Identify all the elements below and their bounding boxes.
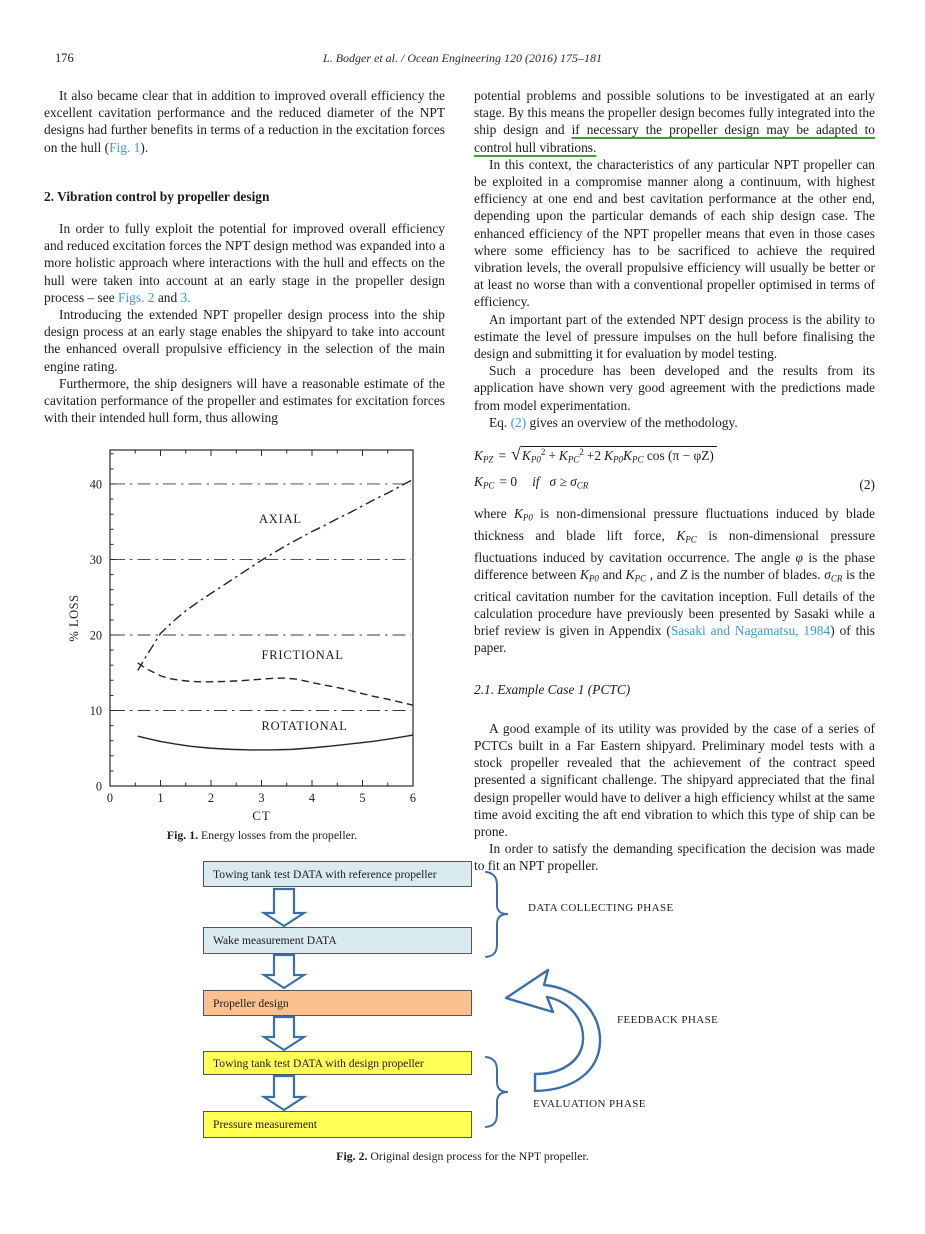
phase-label-evaluation: EVALUATION PHASE — [533, 1098, 646, 1110]
page-number: 176 — [55, 51, 74, 65]
svg-text:CT: CT — [252, 808, 271, 823]
phase-label-feedback: FEEDBACK PHASE — [617, 1014, 719, 1026]
svg-text:3: 3 — [258, 791, 265, 805]
fig3-reference-link[interactable]: 3. — [180, 289, 191, 305]
feedback-curved-arrow-icon — [506, 970, 600, 1091]
svg-text:0: 0 — [106, 791, 114, 805]
eq2-reference-link[interactable]: (2) — [510, 414, 527, 430]
fig2-flow-shapes — [0, 855, 925, 1155]
green-underlined-text: if necessary the propeller design may be adapted to control hull vibrations. — [474, 122, 875, 155]
right-column — [474, 87, 875, 875]
section-heading-2: 2. Vibration control by propeller design — [44, 188, 270, 204]
svg-text:FRICTIONAL: FRICTIONAL — [261, 648, 344, 663]
phase-label-data-collecting: DATA COLLECTING PHASE — [528, 902, 674, 914]
radical-sign: √ — [511, 444, 521, 465]
fig2-reference-link[interactable]: Figs. 2 — [118, 289, 155, 305]
paragraph: In order to fully exploit the potential for improved overall efficiency and reduced excitation forces the NPT design method was expanded into a more holistic approach where interactions with the hull and effects on the hull were taken into account at an early stage in the propeller design process – see Figs. 2 and 3. — [44, 221, 445, 305]
svg-text:2: 2 — [207, 791, 215, 805]
citation-link[interactable]: Sasaki and Nagamatsu, 1984 — [670, 623, 831, 639]
fig1-reference-link[interactable]: Fig. 1 — [109, 139, 141, 155]
paragraph: In order to satisfy the demanding specification the decision was made to fit an NPT propeller. — [474, 841, 875, 874]
svg-text:ROTATIONAL: ROTATIONAL — [261, 719, 348, 734]
running-head: L. Bodger et al. / Ocean Engineering 120 (2016) 175–181 — [323, 51, 602, 65]
paragraph: A good example of its utility was provided by the case of a series of PCTCs built in a Far Eastern shipyard. Preliminary model tests with a stock propeller revealed that the achievement of the contract speed presented a significant challenge. The shipyard appreciated that the final design propeller would have to deliver a high efficiency whilst at the same time avoid exciting the aft end vibration to which this type of ship can be prone. — [474, 720, 875, 840]
subsection-heading-2-1: 2.1. Example Case 1 (PCTC) — [474, 681, 631, 697]
svg-text:6: 6 — [409, 791, 417, 805]
svg-text:0: 0 — [95, 779, 102, 794]
flow-box-pressure-measurement: Pressure measurement — [203, 1111, 472, 1138]
equation-line-2: $K_{PC} = 0$ if $\sigma \ge \sigma_{CR}$ (2) — [474, 473, 875, 493]
paragraph: Introducing the extended NPT propeller design process into the ship design process at an early stage enables the shipyard to take into account the enhanced overall propulsive efficiency in the selection of the main engine rating. — [44, 307, 445, 374]
brace-bracket-evaluation — [486, 1057, 508, 1127]
svg-text:40: 40 — [89, 477, 102, 492]
flow-box-propeller-design: Propeller design — [203, 990, 472, 1016]
paragraph: potential problems and possible solutions to be investigated at an early stage. By this means the propeller design becomes fully integrated into the ship design and if necessary the propeller design may be adapted to control hull vibrations. — [474, 88, 875, 155]
brace-bracket-data-collecting — [486, 872, 508, 957]
left-column — [44, 87, 445, 426]
svg-text:4: 4 — [308, 791, 316, 805]
flow-box-wake-measurement: Wake measurement DATA — [203, 927, 472, 954]
paragraph: Such a procedure has been developed and the results from its application have shown very good agreement with the predictions made from model experimentation. — [474, 363, 875, 413]
equation-line-1: $K_{PZ} = √K_{P0}^2 + K_{PC}^2 +2$ $K_{P0}K_{PC}$ cos (π − φZ) — [474, 444, 875, 469]
svg-text:20: 20 — [89, 628, 102, 643]
svg-text:10: 10 — [89, 703, 102, 718]
svg-text:30: 30 — [89, 552, 102, 567]
equation-number: (2) — [859, 477, 875, 493]
svg-text:% LOSS: % LOSS — [67, 594, 81, 642]
svg-text:AXIAL: AXIAL — [258, 512, 302, 527]
flow-box-towing-tank-reference: Towing tank test DATA with reference propeller — [203, 861, 472, 887]
flow-box-towing-tank-design: Towing tank test DATA with design propeller — [203, 1051, 472, 1075]
paragraph: An important part of the extended NPT design process is the ability to estimate the level of pressure impulses on the hull before finalising the design and submitting it for evaluation by model testing. — [474, 311, 875, 362]
paragraph: Eq. (2) gives an overview of the methodology. — [489, 414, 738, 430]
paragraph: In this context, the characteristics of any particular NPT propeller can be exploited in a compromise manner along a continuum, with highest efficiency at one end and best cavitation performance at the other end, depending upon the particular demands of each ship design case. The enhanced efficiency of the NPT propeller means that even in those cases where some efficiency has to be sacrificed to achieve the required vibration levels, the overall propulsive efficiency will usually be better or at least no worse than with a conventional propeller optimised in terms of efficiency. — [474, 156, 875, 310]
down-arrow-icon — [264, 1017, 304, 1050]
fig1-chart-svg — [44, 444, 444, 836]
down-arrow-icon — [264, 1076, 304, 1110]
equation-2 — [474, 444, 875, 494]
svg-text:1: 1 — [157, 791, 164, 805]
paragraph: where $K_{P0}$ is non-dimensional pressure fluctuations induced by blade thickness and blade lift force, $K_{PC}$ is non-dimensional pressure fluctuations induced by cavitation occurrence. The angle φ is the phase difference between $K_{P0}$ and $K_{PC}$ , and Z is the number of blades. $\sigma_{CR}$ is the critical cavitation number for the cavitation inception. Full details of the calculation procedure have previously been presented by Sasaki while a brief review is given in Appendix (Sasaki and Nagamatsu, 1984) of this paper. — [474, 506, 876, 656]
fig1-caption: Fig. 1. Energy losses from the propeller. — [166, 828, 358, 842]
down-arrow-icon — [264, 889, 304, 926]
svg-text:5: 5 — [359, 791, 366, 805]
down-arrow-icon — [264, 955, 304, 988]
paragraph: Furthermore, the ship designers will have a reasonable estimate of the cavitation performance of the propeller and estimates for excitation forces with their intended hull form, thus allowing — [44, 375, 445, 426]
fig2-caption: Fig. 2. Original design process for the NPT propeller. — [336, 1149, 589, 1163]
paragraph: It also became clear that in addition to improved overall efficiency the excellent cavitation performance and the reduced diameter of the NPT designs had further benefits in terms of a reduction in the excitation forces on the hull (Fig. 1). — [44, 88, 445, 155]
